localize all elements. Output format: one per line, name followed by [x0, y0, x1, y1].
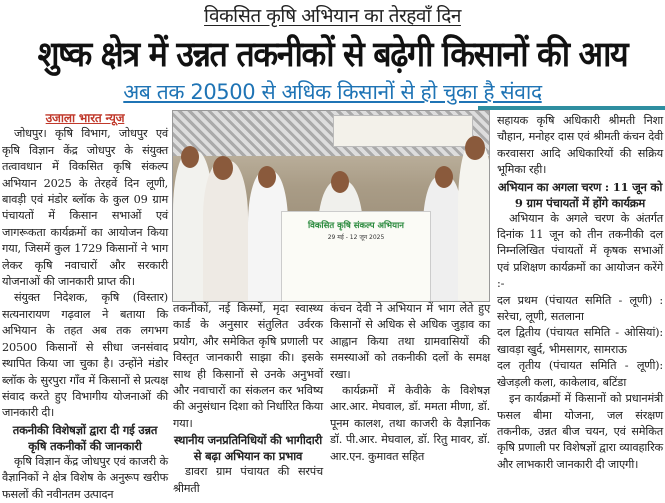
paragraph: सहायक कृषि अधिकारी श्रीमती निशा चौहान, मनोहर दास एवं श्रीमती कंचन देवी करवासरा आदि अधिकारियों की सक्रिय भूमिका रही। [497, 114, 663, 177]
photo-signboard [333, 115, 473, 147]
paragraph: अभियान के अगले चरण के अंतर्गत दिनांक 11 जून को तीन तकनीकी दल निम्नलिखित पंचायतों में कृषक सभाओं एवं प्रशिक्षण कार्यक्रमों का आयोजन करेंगे :- [497, 211, 663, 291]
byline: उजाला भारत न्यूज [45, 111, 125, 125]
column-3 [330, 301, 490, 465]
paragraph: डावरा ग्राम पंचायत की सरपंच श्रीमती [173, 465, 323, 495]
subheading: स्थानीय जनप्रतिनिधियों की भागीदारी से बढ़ा अभियान का प्रभाव [174, 433, 322, 464]
banner-dates: 29 मई - 12 जून 2025 [327, 234, 385, 241]
subheading: अभियान का अगला चरण : 11 जून को 9 ग्राम पंचायतों में होंगे कार्यक्रम [497, 179, 663, 210]
kicker [0, 2, 665, 28]
banner-title: विकसित कृषि संकल्प अभियान [307, 221, 405, 231]
team-list-item: दल तृतीय (पंचायत समिति - लूणी): खेजड़ली कला, काकेलाव, बटिंडा [497, 359, 663, 389]
photo-banner [281, 211, 431, 302]
subheadline: अब तक 20500 से अधिक किसानों से हो चुका है संवाद [123, 80, 542, 104]
paragraph: तकनीकों, नई किस्मों, मृदा स्वास्थ्य कार्ड के अनुसार संतुलित उर्वरक प्रयोग, और समेकित कृषि प्रणाली पर विस्तृत जानकारी साझा की। इसके साथ ही किसानों से उनके अनुभवों और नवाचारों का संकलन कर भविष्य की अनुसंधान दिशा को निर्धारित किया गया। [173, 302, 323, 430]
news-photo [172, 110, 490, 302]
paragraph: कार्यक्रमों में केवीके के विशेषज्ञ आर.आर. मेघवाल, डॉ. ममता मीणा, डॉ. पूनम कालश, तथा काजरी के वैज्ञानिक डॉ. पी.आर. मेघवाल, डॉ. रितु मावर, डॉ. आर.एन. कुमावत सहित [330, 384, 490, 463]
kicker-text: विकसित कृषि अभियान का तेरहवाँ दिन [204, 5, 461, 27]
paragraph: कृषि विज्ञान केंद्र जोधपुर एवं काजरी के वैज्ञानिकों ने क्षेत्र विशेष के अनुरूप खरीफ फसलों की नवीनतम उत्पादन [2, 454, 168, 501]
paragraph: जोधपुर। कृषि विभाग, जोधपुर एवं कृषि विज्ञान केंद्र जोधपुर के संयुक्त तत्वावधान में विकसित कृषि संकल्प अभियान 2025 के तेरहवें दिन लूणी, बावड़ी एवं मंडोर ब्लॉक के कुल 09 ग्राम पंचायतों में किसान सभाओं एवं जागरूकता कार्यक्रमों का आयोजन किया गया, जिसमें कुल 1729 किसानों ने भाग लेकर कृषि नवाचारों और सरकारी योजनाओं की जानकारी प्राप्त की। [2, 127, 168, 289]
paragraph: इन कार्यक्रमों में किसानों को प्रधानमंत्री फसल बीमा योजना, जल संरक्षण तकनीक, उन्नत बीज चयन, एवं समेकित कृषि प्रणाली पर विशेषज्ञों द्वारा व्यावहारिक और लाभकारी जानकारी दी जाएगी। [497, 392, 663, 471]
subheading: तकनीकी विशेषज्ञों द्वारा दी गई उन्नत कृषि तकनीकों की जानकारी [12, 422, 158, 453]
headline: शुष्क क्षेत्र में उन्नत तकनीकों से बढ़ेगी किसानों की आय [37, 35, 628, 75]
column-4 [497, 113, 663, 473]
paragraph: संयुक्त निदेशक, कृषि (विस्तार) सत्यनारायण गढ़वाल ने बताया कि अभियान के तहत अब तक लगभग 20500 किसानों से सीधा जनसंवाद स्थापित किया जा चुका है। उन्होंने मंडोर ब्लॉक के सुरपुरा गाँव में किसानों से प्रत्यक्ष संवाद करते हुए विभागीय योजनाओं की जानकारी दी। [2, 291, 168, 420]
team-list-item: दल प्रथम (पंचायत समिति - लूणी) : सरेचा, लूणी, सतलाना [497, 293, 663, 324]
paragraph: कंचन देवी ने अभियान में भाग लेते हुए किसानों से अधिक से अधिक जुड़ाव का आह्वान किया तथा ग्रामवासियों की समस्याओं को तकनीकी दलों के समक्ष रखा। [330, 302, 490, 381]
team-list-item: दल द्वितीय (पंचायत समिति - ओसियां): खावड़ा खुर्द, भीमसागर, सामराऊ [497, 326, 663, 356]
divider [478, 106, 665, 110]
column-2 [173, 301, 323, 497]
